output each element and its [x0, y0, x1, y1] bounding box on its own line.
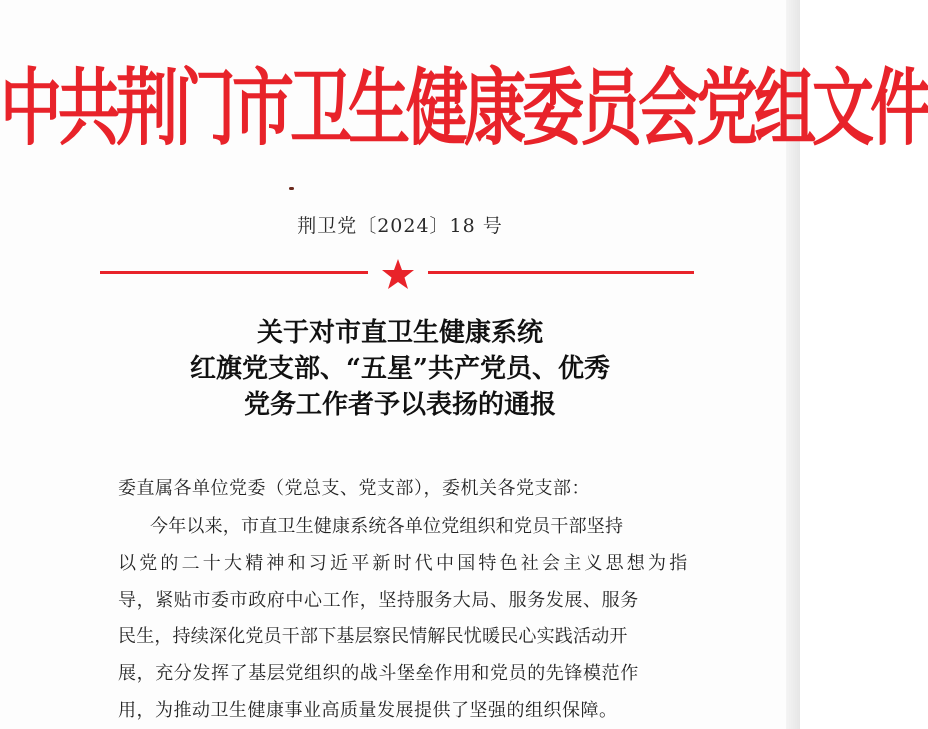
title-line-3: 党务工作者予以表扬的通报 [243, 390, 556, 420]
document-masthead: 中共荆门市卫生健康委员会党组文件 [0, 58, 928, 158]
title-line-2: 红旗党支部、“五星”共产党员、优秀 [190, 354, 610, 384]
notice-title [0, 315, 800, 423]
title-line-1: 关于对市直卫生健康系统 [256, 318, 543, 348]
paragraph-line: 民生，持续深化党员干部下基层察民情解民忧暖民心实践活动开 [118, 626, 628, 647]
red-divider-left [100, 271, 368, 274]
red-divider-right [428, 271, 694, 274]
paragraph-line: 以党的二十大精神和习近平新时代中国特色社会主义思想为指 [118, 553, 691, 574]
paragraph-line: 展，充分发挥了基层党组织的战斗堡垒作用和党员的先锋模范作 [118, 663, 639, 684]
paragraph-line: 今年以来，市直卫生健康系统各单位党组织和党员干部坚持 [150, 516, 624, 537]
paragraph-line: 用，为推动卫生健康事业高质量发展提供了坚强的组织保障。 [118, 700, 618, 721]
star-icon [381, 258, 415, 290]
salutation: 委直属各单位党委（党总支、党支部），委机关各党支部： [118, 478, 590, 499]
document-number: 荆卫党〔2024〕18 号 [297, 215, 503, 237]
paragraph-line: 导，紧贴市委市政府中心工作，坚持服务大局、服务发展、服务 [118, 590, 639, 611]
ink-mark [289, 187, 294, 190]
